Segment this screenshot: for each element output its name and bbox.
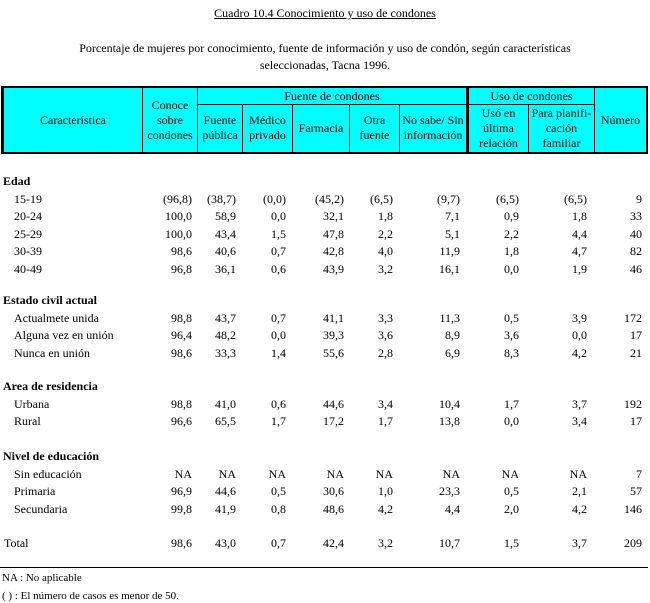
header-numero-text	[601, 113, 640, 128]
header-uso-group	[469, 88, 594, 104]
cell-value: 1,7	[271, 414, 286, 429]
table-row	[0, 414, 650, 431]
cell-value: 98,8	[171, 397, 192, 411]
cell-value: 17	[630, 414, 642, 429]
header-uso-group-line: Uso de condones	[490, 88, 573, 103]
header-farmacia-line: Farmacia	[298, 120, 344, 135]
cell-value: 23,3	[439, 484, 460, 499]
cell-value: 10,7	[439, 536, 460, 550]
table-row	[0, 484, 650, 501]
cell-value: 10,4	[439, 397, 460, 411]
cell-value: 1,7	[504, 397, 519, 411]
group-heading-row	[0, 449, 650, 466]
cell-value: 2,8	[378, 345, 393, 360]
cell-value: 17	[630, 328, 642, 343]
cell-value: 3,6	[378, 328, 393, 343]
cell-value: 41,1	[323, 311, 344, 325]
cell-value: 33	[630, 209, 642, 224]
header-no-sabe	[400, 104, 466, 152]
header-otra-fuente	[350, 104, 399, 152]
row-label: Alguna vez en unión	[14, 328, 114, 343]
header-otra-fuente-line: Otra	[363, 113, 386, 127]
cell-value: 4,2	[378, 501, 393, 516]
cell-value: 43,4	[215, 226, 236, 241]
cell-value: 0,0	[572, 328, 587, 343]
total-row	[0, 536, 650, 553]
cell-value: 8,3	[504, 345, 519, 360]
cell-value: 32,1	[323, 209, 344, 224]
cell-value: 146	[624, 501, 642, 516]
cell-value: 82	[630, 244, 642, 259]
header-medico-privado-text	[249, 113, 286, 143]
header-planificacion-text	[532, 106, 592, 151]
header-planificacion-line: cación	[545, 120, 578, 135]
cell-value: NA	[268, 467, 286, 481]
cell-value: 98,6	[171, 244, 192, 259]
group-heading-row	[0, 174, 650, 191]
cell-value: 2,0	[504, 501, 519, 516]
cell-value: 4,4	[572, 226, 587, 241]
cell-value: 57	[630, 484, 642, 499]
header-uso-ultima-line: última	[483, 120, 514, 135]
cell-value: 13,8	[439, 414, 460, 429]
header-column-divider	[142, 88, 143, 152]
cell-value: 1,9	[572, 261, 587, 276]
header-planificacion-line: Para planifi-	[531, 105, 592, 120]
cell-value: 0,9	[504, 209, 519, 224]
cell-value: 47,8	[323, 226, 344, 241]
header-caracteristica-text	[40, 113, 106, 128]
cell-value: 0,0	[271, 209, 286, 224]
cell-value: 17,2	[323, 414, 344, 429]
subtitle-line-2: seleccionadas, Tacna 1996.	[259, 58, 391, 72]
header-conoce-line: condones	[147, 127, 193, 142]
cell-value: 41,9	[215, 501, 236, 516]
table-subtitle	[0, 40, 650, 74]
cell-value: (6,5)	[496, 192, 519, 206]
header-conoce-line: Conoce	[151, 97, 189, 112]
header-fuente-publica-line: Fuente	[203, 113, 237, 127]
cell-value: NA	[569, 467, 587, 481]
cell-value: 43,9	[323, 261, 344, 276]
table-row	[0, 244, 650, 261]
cell-value: 1,0	[378, 484, 393, 499]
cell-value: 58,9	[215, 209, 236, 224]
cell-value: 1,5	[504, 536, 519, 550]
cell-value: 3,2	[378, 261, 393, 276]
cell-value: 1,7	[378, 414, 393, 429]
cell-value: 46	[630, 261, 642, 276]
header-no-sabe-text	[402, 113, 463, 143]
cell-value: 55,6	[323, 345, 344, 360]
cell-value: NA	[174, 467, 192, 481]
cell-value: 0,7	[271, 536, 286, 550]
cell-value: 2,2	[504, 226, 519, 241]
header-uso-ultima-line: Usó en	[481, 105, 516, 120]
row-label: Sin educación	[14, 467, 82, 481]
header-uso-ultima-line: relación	[479, 135, 518, 150]
cell-value: 6,9	[445, 345, 460, 360]
cell-value: 0,5	[504, 484, 519, 499]
cell-value: 3,7	[572, 397, 587, 411]
group-heading: Area de residencia	[3, 379, 98, 393]
header-fuente-publica	[198, 104, 242, 152]
cell-value: 7,1	[445, 209, 460, 224]
table-row	[0, 397, 650, 414]
cell-value: 44,6	[215, 484, 236, 499]
cell-value: 0,0	[504, 261, 519, 276]
cell-value: 44,6	[323, 397, 344, 411]
cell-value: 7	[636, 467, 642, 481]
group-heading: Estado civil actual	[3, 293, 98, 307]
cell-value: 99,8	[171, 501, 192, 516]
cell-value: 36,1	[215, 261, 236, 276]
header-uso-ultima-text	[479, 106, 518, 151]
header-conoce	[143, 88, 197, 152]
header-numero-line: Número	[600, 112, 641, 127]
table-row	[0, 467, 650, 484]
header-fuente-group	[198, 88, 466, 104]
cell-value: 33,3	[215, 345, 236, 360]
cell-value: 4,4	[445, 501, 460, 516]
cell-value: 100,0	[165, 226, 192, 241]
cell-value: 3,2	[378, 536, 393, 550]
cell-value: 5,1	[445, 226, 460, 241]
cell-value: NA	[375, 467, 393, 481]
cell-value: 48,2	[215, 328, 236, 343]
cell-value: 96,9	[171, 484, 192, 499]
header-column-divider	[466, 88, 469, 152]
table-header	[1, 86, 648, 154]
header-medico-privado-line: privado	[249, 128, 286, 142]
cell-value: 98,8	[171, 311, 192, 325]
row-label: Urbana	[14, 397, 50, 411]
row-label: Nunca en unión	[14, 345, 90, 360]
cell-value: 3,6	[504, 328, 519, 343]
header-column-divider	[349, 104, 350, 152]
row-label: 20-24	[14, 209, 42, 224]
cell-value: 98,6	[171, 536, 192, 550]
cell-value: 0,5	[504, 311, 519, 325]
cell-value: NA	[442, 467, 460, 481]
cell-value: 0,6	[271, 397, 286, 411]
cell-value: 2,2	[378, 226, 393, 241]
cell-value: 3,3	[378, 311, 393, 325]
cell-value: (45,2)	[315, 192, 344, 206]
table-row	[0, 328, 650, 345]
cell-value: 0,0	[504, 414, 519, 429]
cell-value: 96,4	[171, 328, 192, 343]
cell-value: 4,2	[572, 501, 587, 516]
cell-value: 0,0	[271, 328, 286, 343]
table-row	[0, 209, 650, 226]
group-heading-row	[0, 379, 650, 396]
cell-value: 40	[630, 226, 642, 241]
bottom-rule	[0, 567, 648, 568]
cell-value: 96,6	[171, 414, 192, 429]
cell-value: 209	[624, 536, 642, 550]
header-no-sabe-line: No sabe/ Sin	[402, 113, 464, 127]
cell-value: (9,7)	[437, 192, 460, 206]
cell-value: 0,8	[271, 501, 286, 516]
header-column-divider	[197, 88, 198, 152]
cell-value: 4,2	[572, 345, 587, 360]
group-heading: Edad	[3, 174, 31, 188]
header-farmacia-text	[299, 121, 344, 136]
cell-value: 1,8	[572, 209, 587, 224]
cell-value: 42,8	[323, 244, 344, 259]
cell-value: 1,8	[504, 244, 519, 259]
cell-value: (96,8)	[163, 192, 192, 206]
header-uso-ultima	[469, 104, 528, 152]
cell-value: 4,7	[572, 244, 587, 259]
row-label: 15-19	[14, 192, 42, 206]
cell-value: 3,9	[572, 311, 587, 325]
cell-value: 8,9	[445, 328, 460, 343]
note-parentheses: ( ) : El número de casos es menor de 50.	[2, 590, 179, 602]
cell-value: 43,7	[215, 311, 236, 325]
header-fuente-publica-line: pública	[202, 128, 238, 142]
row-label: Rural	[14, 414, 41, 429]
header-column-divider	[528, 104, 529, 152]
cell-value: 3,7	[572, 536, 587, 550]
group-heading: Nivel de educación	[3, 449, 99, 463]
header-fuente-group-line: Fuente de condones	[284, 88, 380, 103]
header-column-divider	[292, 104, 293, 152]
table-row	[0, 346, 650, 363]
cell-value: 0,5	[271, 484, 286, 499]
group-heading-row	[0, 293, 650, 310]
cell-value: 172	[624, 311, 642, 325]
header-conoce-line: sobre	[156, 112, 183, 127]
table-row	[0, 311, 650, 328]
cell-value: 48,6	[323, 501, 344, 516]
cell-value: 0,6	[271, 261, 286, 276]
cell-value: 3,4	[572, 414, 587, 429]
header-fuente-group-text	[284, 89, 379, 104]
cell-value: 1,5	[271, 226, 286, 241]
header-otra-fuente-line: fuente	[359, 128, 390, 142]
cell-value: (38,7)	[207, 192, 236, 206]
table-row	[0, 227, 650, 244]
cell-value: 11,9	[439, 244, 460, 259]
table-row	[0, 502, 650, 519]
header-numero	[595, 88, 646, 152]
row-label: Primaria	[14, 484, 56, 499]
cell-value: 1,4	[271, 345, 286, 360]
cell-value: NA	[501, 467, 519, 481]
header-row-divider	[197, 104, 594, 105]
cell-value: 2,1	[572, 484, 587, 499]
row-label: 30-39	[14, 244, 42, 259]
cell-value: (6,5)	[370, 192, 393, 206]
cell-value: 41,0	[215, 397, 236, 411]
header-uso-group-text	[491, 89, 573, 104]
header-planificacion	[529, 104, 594, 152]
table-row	[0, 262, 650, 279]
subtitle-line-1: Porcentaje de mujeres por conocimiento, fuente de información y uso de condón, según características	[79, 41, 571, 55]
cell-value: 96,8	[171, 261, 192, 276]
cell-value: 42,4	[323, 536, 344, 550]
cell-value: 40,6	[215, 244, 236, 259]
cell-value: 192	[624, 397, 642, 411]
cell-value: 0,7	[271, 244, 286, 259]
cell-value: (0,0)	[263, 192, 286, 206]
note-na: NA : No aplicable	[2, 572, 82, 584]
row-label: Secundaria	[14, 501, 68, 516]
header-medico-privado-line: Médico	[249, 113, 286, 127]
cell-value: 30,6	[323, 484, 344, 499]
row-label: Total	[4, 536, 29, 550]
row-label: 25-29	[14, 226, 42, 241]
cell-value: (6,5)	[564, 192, 587, 206]
header-farmacia	[293, 104, 349, 152]
header-column-divider	[399, 104, 400, 152]
row-label: Actualmete unida	[14, 311, 99, 325]
cell-value: 21	[630, 345, 642, 360]
header-caracteristica	[4, 88, 142, 152]
header-planificacion-line: familiar	[542, 135, 581, 150]
cell-value: 39,3	[323, 328, 344, 343]
cell-value: 65,5	[215, 414, 236, 429]
header-medico-privado	[243, 104, 292, 152]
header-fuente-publica-text	[202, 113, 237, 143]
header-column-divider	[594, 88, 595, 152]
table-title: Cuadro 10.4 Conocimiento y uso de condones	[214, 6, 436, 20]
cell-value: NA	[326, 467, 344, 481]
cell-value: 11,3	[439, 311, 460, 325]
cell-value: 98,6	[171, 345, 192, 360]
cell-value: 1,8	[378, 209, 393, 224]
cell-value: 9	[636, 192, 642, 206]
header-otra-fuente-text	[360, 113, 390, 143]
row-label: 40-49	[14, 261, 42, 276]
header-caracteristica-line: Característica	[40, 112, 106, 127]
cell-value: 16,1	[439, 261, 460, 276]
cell-value: 100,0	[165, 209, 192, 224]
cell-value: 43,0	[215, 536, 236, 550]
cell-value: 3,4	[378, 397, 393, 411]
header-column-divider	[242, 104, 243, 152]
table-row	[0, 192, 650, 209]
cell-value: NA	[218, 467, 236, 481]
header-conoce-text	[147, 98, 192, 143]
header-no-sabe-line: información	[403, 128, 463, 142]
cell-value: 0,7	[271, 311, 286, 325]
cell-value: 4,0	[378, 244, 393, 259]
